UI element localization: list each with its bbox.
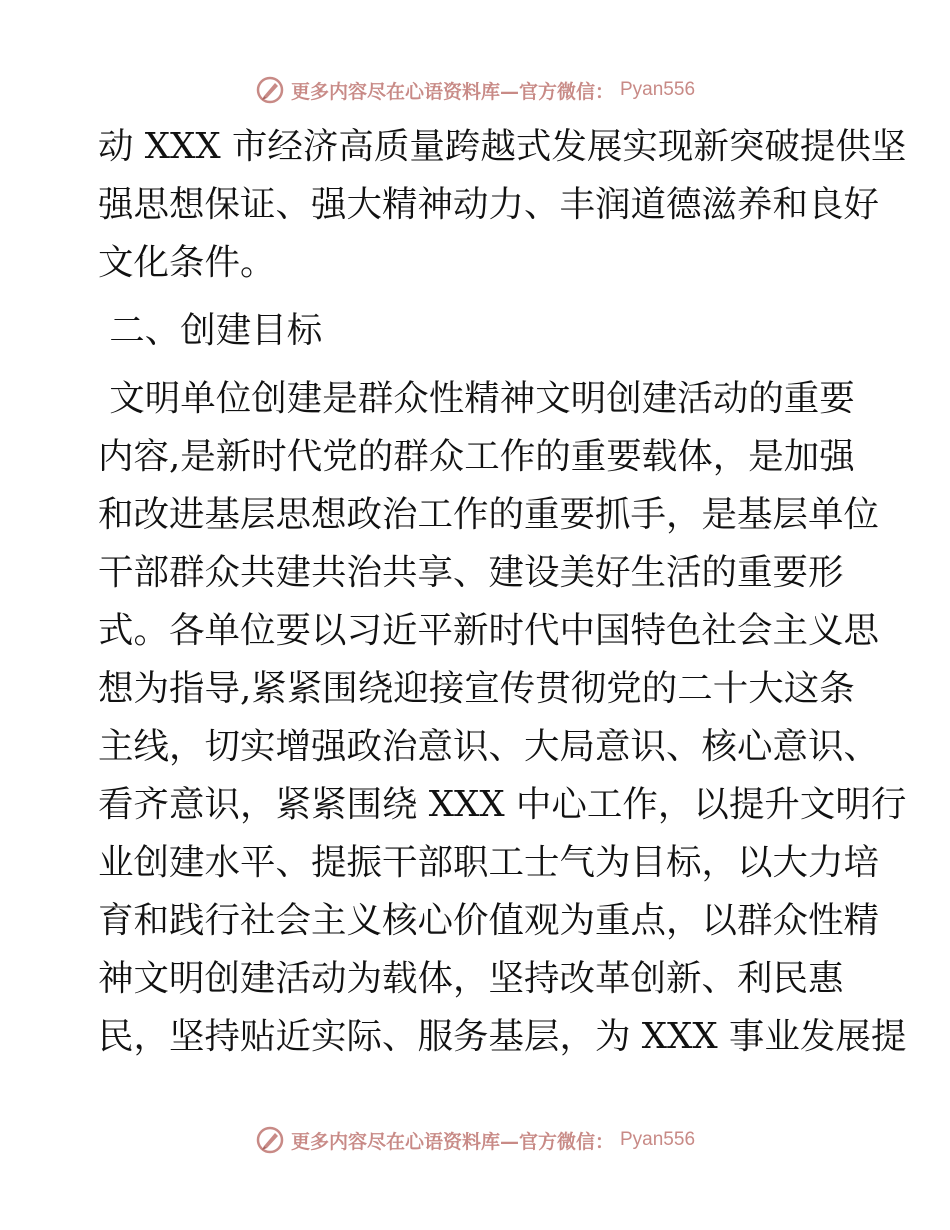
text-line: 内容,是新时代党的群众工作的重要载体，是加强 xyxy=(98,436,855,477)
pen-logo-icon xyxy=(255,75,285,105)
text-line: 育和践行社会主义核心价值观为重点，以群众性精 xyxy=(98,900,880,941)
text-line: 干部群众共建共治共享、建设美好生活的重要形 xyxy=(98,552,844,593)
text-line: 主线，切实增强政治意识、大局意识、核心意识、 xyxy=(98,726,880,767)
text-line: 动 XXX 市经济高质量跨越式发展实现新突破提供坚 xyxy=(98,126,907,167)
document-body xyxy=(98,118,907,1066)
watermark-text: 更多内容尽在心语资料库—官方微信： xyxy=(290,80,614,103)
text-line: 民，坚持贴近实际、服务基层，为 XXX 事业发展提 xyxy=(98,1016,907,1057)
watermark-text: 更多内容尽在心语资料库—官方微信： xyxy=(290,1130,614,1153)
text-line: 和改进基层思想政治工作的重要抓手，是基层单位 xyxy=(98,494,880,535)
text-line: 文明单位创建是群众性精神文明创建活动的重要 xyxy=(98,378,855,419)
text-line: 看齐意识，紧紧围绕 XXX 中心工作，以提升文明行 xyxy=(98,784,907,825)
watermark-wechat-id: Pyan556 xyxy=(620,1129,696,1150)
watermark-wechat-id: Pyan556 xyxy=(620,79,696,100)
pen-logo-icon xyxy=(255,1125,285,1155)
section-heading: 二、创建目标 xyxy=(98,310,323,351)
text-line: 神文明创建活动为载体，坚持改革创新、利民惠 xyxy=(98,958,844,999)
header-watermark xyxy=(0,72,950,108)
text-line: 文化条件。 xyxy=(98,242,276,283)
text-line: 强思想保证、强大精神动力、丰润道德滋养和良好 xyxy=(98,184,880,225)
text-line: 想为指导,紧紧围绕迎接宣传贯彻党的二十大这条 xyxy=(98,668,855,709)
footer-watermark xyxy=(0,1122,950,1158)
text-line: 式。各单位要以习近平新时代中国特色社会主义思 xyxy=(98,610,880,651)
text-line: 业创建水平、提振干部职工士气为目标，以大力培 xyxy=(98,842,880,883)
